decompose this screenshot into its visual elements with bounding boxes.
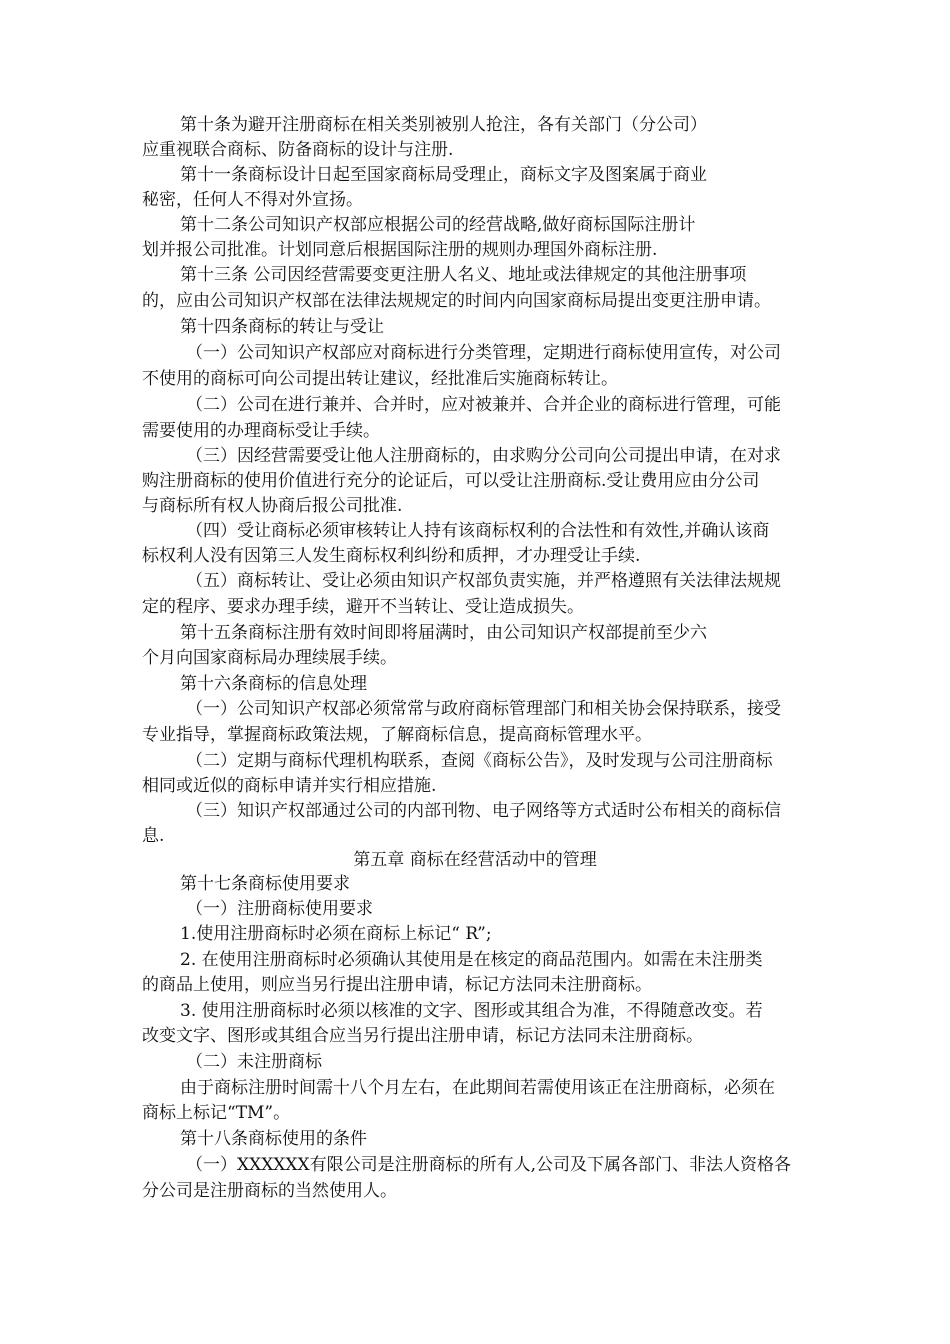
text-line: （一）XXXXXX有限公司是注册商标的所有人,公司及下属各部门、非法人资格各 bbox=[186, 1155, 792, 1175]
text-line: 息. bbox=[142, 826, 165, 846]
text-line: 第十七条商标使用要求 bbox=[180, 874, 350, 894]
text-line: 不使用的商标可向公司提出转让建议，经批准后实施商标转让。 bbox=[142, 369, 618, 389]
text-line: （二）未注册商标 bbox=[186, 1052, 322, 1072]
text-line: （五）商标转让、受让必须由知识产权部负责实施，并严格遵照有关法律法规规 bbox=[186, 571, 781, 591]
text-line: 秘密，任何人不得对外宣扬。 bbox=[142, 190, 363, 210]
text-line: 第十四条商标的转让与受让 bbox=[180, 317, 384, 337]
text-line: 与商标所有权人协商后报公司批准. bbox=[142, 496, 403, 516]
text-line: 第十八条商标使用的条件 bbox=[180, 1129, 367, 1149]
text-line: 第十三条 公司因经营需要变更注册人名义、地址或法律规定的其他注册事项 bbox=[180, 265, 747, 285]
text-line: （一）注册商标使用要求 bbox=[186, 899, 373, 919]
text-line: 第十条为避开注册商标在相关类别被别人抢注，各有关部门（分公司） bbox=[180, 115, 707, 135]
text-line: 标权利人没有因第三人发生商标权利纠纷和质押，才办理受让手续. bbox=[142, 546, 641, 566]
text-line: 第十五条商标注册有效时间即将届满时，由公司知识产权部提前至少六 bbox=[180, 623, 707, 643]
text-line: 第十一条商标设计日起至国家商标局受理止，商标文字及图案属于商业 bbox=[180, 165, 707, 185]
text-line: 定的程序、要求办理手续，避开不当转让、受让造成损失。 bbox=[142, 597, 584, 617]
text-line: 由于商标注册时间需十八个月左右，在此期间若需使用该正在注册商标，必须在 bbox=[180, 1078, 775, 1098]
text-line: 改变文字、图形或其组合应当另行提出注册申请，标记方法同未注册商标。 bbox=[142, 1026, 703, 1046]
text-line: 商标上标记“TM”。 bbox=[142, 1103, 291, 1123]
text-line: 分公司是注册商标的当然使用人。 bbox=[142, 1181, 397, 1201]
text-line: 第十六条商标的信息处理 bbox=[180, 674, 367, 694]
text-line: （二）公司在进行兼并、合并时，应对被兼并、合并企业的商标进行管理，可能 bbox=[186, 395, 781, 415]
text-line: （三）因经营需要受让他人注册商标的，由求购分公司向公司提出申请，在对求 bbox=[186, 446, 781, 466]
text-line: 相同或近似的商标申请并实行相应措施. bbox=[142, 776, 437, 796]
text-line: （三）知识产权部通过公司的内部刊物、电子网络等方式适时公布相关的商标信 bbox=[186, 801, 781, 821]
text-line: 需要使用的办理商标受让手续。 bbox=[142, 421, 380, 441]
text-line: 购注册商标的使用价值进行充分的论证后，可以受让注册商标.受让费用应由分公司 bbox=[142, 471, 760, 491]
text-line: 2. 在使用注册商标时必须确认其使用是在核定的商品范围内。如需在未注册类 bbox=[180, 950, 763, 970]
text-line: 第十二条公司知识产权部应根据公司的经营战略,做好商标国际注册计 bbox=[180, 215, 696, 235]
text-line: 划并报公司批准。计划同意后根据国际注册的规则办理国外商标注册. bbox=[142, 240, 658, 260]
text-line: 的商品上使用，则应当另行提出注册申请，标记方法同未注册商标。 bbox=[142, 975, 652, 995]
text-line: 应重视联合商标、防备商标的设计与注册. bbox=[142, 140, 454, 160]
chapter-heading: 第五章 商标在经营活动中的管理 bbox=[353, 850, 597, 870]
text-line: （一）公司知识产权部应对商标进行分类管理，定期进行商标使用宣传，对公司 bbox=[186, 343, 781, 363]
text-line: 1.使用注册商标时必须在商标上标记“ R”; bbox=[180, 924, 492, 944]
text-line: （四）受让商标必须审核转让人持有该商标权利的合法性和有效性,并确认该商 bbox=[186, 521, 770, 541]
text-line: 3. 使用注册商标时必须以核准的文字、图形或其组合为准，不得随意改变。若 bbox=[180, 1001, 763, 1021]
text-line: 专业指导，掌握商标政策法规，了解商标信息，提高商标管理水平。 bbox=[142, 725, 652, 745]
text-line: （一）公司知识产权部必须常常与政府商标管理部门和相关协会保持联系，接受 bbox=[186, 699, 781, 719]
text-line: 的，应由公司知识产权部在法律法规规定的时间内向国家商标局提出变更注册申请。 bbox=[142, 291, 771, 311]
text-line: （二）定期与商标代理机构联系，查阅《商标公告》，及时发现与公司注册商标 bbox=[186, 751, 773, 771]
text-line: 个月向国家商标局办理续展手续。 bbox=[142, 648, 397, 668]
